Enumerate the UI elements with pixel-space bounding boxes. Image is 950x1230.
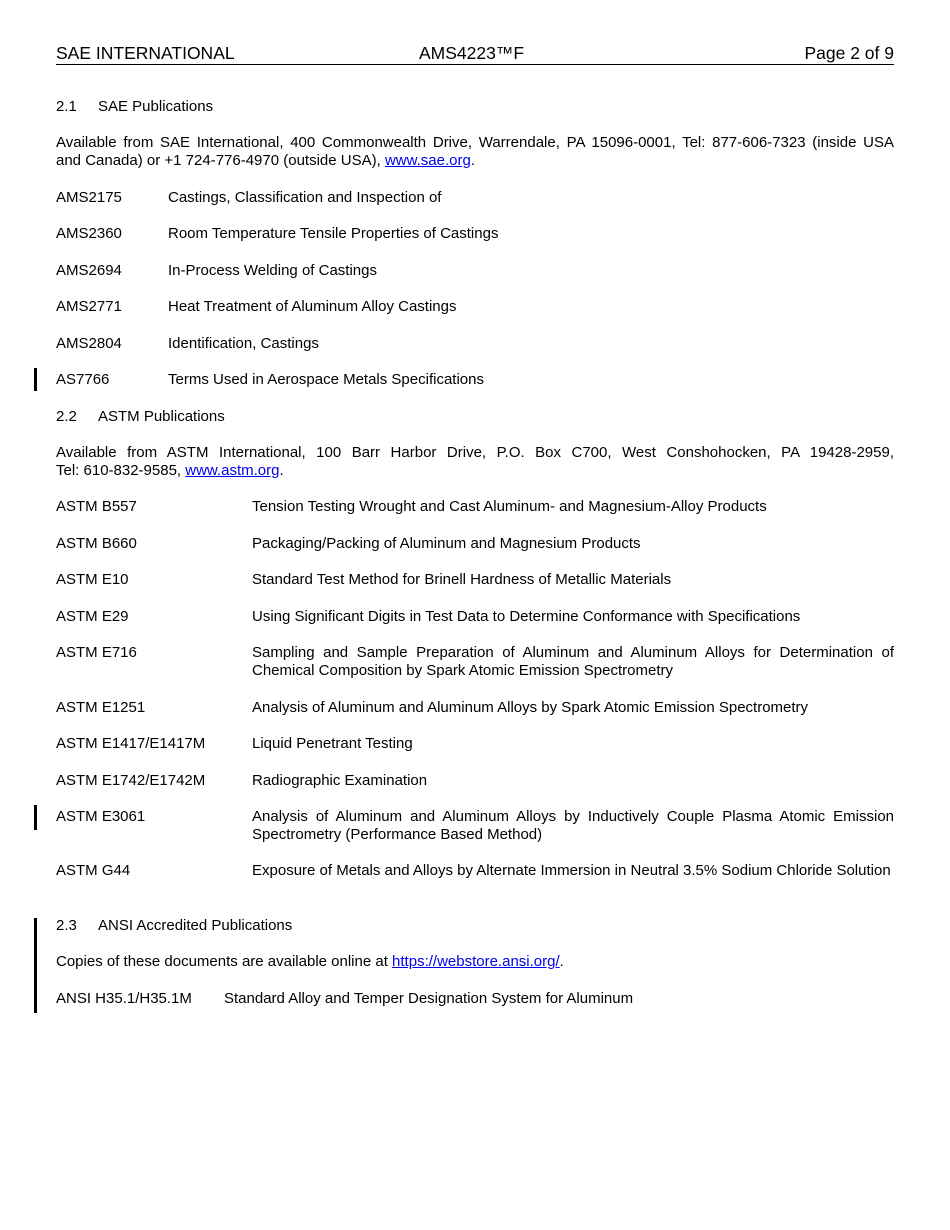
sae-ref-title: In-Process Welding of Castings <box>168 262 377 279</box>
sae-ref-code: AMS2175 <box>56 189 122 206</box>
astm-ref-code: ASTM B660 <box>56 535 137 552</box>
revision-change-bar <box>34 805 37 830</box>
astm-ref-code: ASTM E3061 <box>56 808 146 825</box>
astm-ref-code: ASTM B557 <box>56 498 137 515</box>
astm-intro-line1: Available from ASTM International, 100 Barr Harbor Drive, P.O. Box C700, West Conshohocken, PA 19428-2959, <box>56 444 894 461</box>
ansi-webstore-link[interactable]: https://webstore.ansi.org/ <box>392 953 560 970</box>
sae-ref-code: AMS2771 <box>56 298 122 315</box>
astm-ref-title: Tension Testing Wrought and Cast Aluminum- and Magnesium-Alloy Products <box>252 498 767 515</box>
sae-ref-title: Terms Used in Aerospace Metals Specifications <box>168 371 484 388</box>
astm-ref-code: ASTM E29 <box>56 608 129 625</box>
sae-intro-line2: and Canada) or +1 724-776-4970 (outside USA), www.sae.org. <box>56 152 476 169</box>
astm-ref-code: ASTM G44 <box>56 862 131 879</box>
header-document-id: AMS4223™F <box>419 43 525 63</box>
sae-ref-title: Castings, Classification and Inspection of <box>168 189 442 206</box>
astm-ref-title: Standard Test Method for Brinell Hardness of Metallic Materials <box>252 571 672 588</box>
header-page-number: Page 2 of 9 <box>804 43 894 63</box>
sae-ref-code: AMS2360 <box>56 225 122 242</box>
astm-intro-line2: Tel: 610-832-9585, www.astm.org. <box>56 462 284 479</box>
sae-ref-code: AMS2804 <box>56 335 122 352</box>
section-number-astm: 2.2 <box>56 408 77 425</box>
section-title-ansi: ANSI Accredited Publications <box>98 917 293 934</box>
sae-ref-title: Room Temperature Tensile Properties of Castings <box>168 225 499 242</box>
ansi-intro: Copies of these documents are available online at https://webstore.ansi.org/. <box>56 953 564 970</box>
sae-ref-title: Heat Treatment of Aluminum Alloy Castings <box>168 298 457 315</box>
astm-ref-code: ASTM E10 <box>56 571 129 588</box>
revision-change-bar <box>34 368 37 391</box>
sae-intro-line1: Available from SAE International, 400 Commonwealth Drive, Warrendale, PA 15096-0001, Tel: 877-606-7323 (inside USA <box>56 134 894 151</box>
page-header <box>56 43 894 65</box>
astm-ref-title: Radiographic Examination <box>252 772 428 789</box>
astm-ref-title: Sampling and Sample Preparation of Aluminum and Aluminum Alloys for Determination of Chemical Composition by Spark Atomic Emission Spectrometry <box>252 644 894 679</box>
astm-ref-title: Packaging/Packing of Aluminum and Magnesium Products <box>252 535 641 552</box>
sae-ref-code: AMS2694 <box>56 262 122 279</box>
header-organization: SAE INTERNATIONAL <box>56 43 235 63</box>
ansi-ref-code: ANSI H35.1/H35.1M <box>56 990 192 1007</box>
astm-ref-title: Liquid Penetrant Testing <box>252 735 413 752</box>
sae-website-link[interactable]: www.sae.org <box>384 152 471 169</box>
astm-ref-code: ASTM E1417/E1417M <box>56 735 206 752</box>
astm-ref-code: ASTM E1251 <box>56 699 146 716</box>
revision-change-bar <box>34 918 37 1013</box>
sae-ref-title: Identification, Castings <box>168 335 319 352</box>
section-title-sae: SAE Publications <box>98 98 214 115</box>
section-title-astm: ASTM Publications <box>98 408 225 425</box>
section-number-ansi: 2.3 <box>56 917 77 934</box>
astm-website-link[interactable]: www.astm.org <box>185 462 280 479</box>
astm-ref-title: Exposure of Metals and Alloys by Alternate Immersion in Neutral 3.5% Sodium Chloride Solution <box>252 862 891 879</box>
ansi-ref-title: Standard Alloy and Temper Designation System for Aluminum <box>224 990 634 1007</box>
astm-ref-title: Using Significant Digits in Test Data to Determine Conformance with Specifications <box>252 608 801 625</box>
astm-ref-code: ASTM E1742/E1742M <box>56 772 206 789</box>
section-number-sae: 2.1 <box>56 98 77 115</box>
astm-ref-code: ASTM E716 <box>56 644 137 661</box>
sae-ref-code: AS7766 <box>56 371 110 388</box>
astm-ref-title: Analysis of Aluminum and Aluminum Alloys by Inductively Couple Plasma Atomic Emission Spectrometry (Performance Based Method) <box>252 808 894 843</box>
astm-ref-title: Analysis of Aluminum and Aluminum Alloys by Spark Atomic Emission Spectrometry <box>252 699 809 716</box>
